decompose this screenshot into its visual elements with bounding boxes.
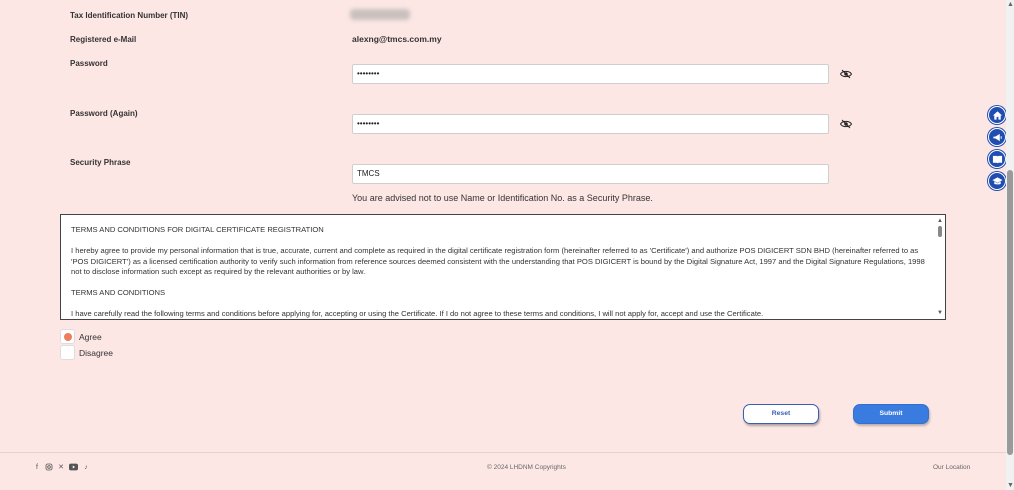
social-links bbox=[33, 463, 90, 471]
password-again-label: Password (Again) bbox=[70, 109, 138, 118]
submit-button[interactable]: Submit bbox=[853, 404, 929, 424]
side-nav bbox=[988, 106, 1006, 190]
graduation-cap-icon[interactable] bbox=[988, 172, 1006, 190]
megaphone-icon[interactable] bbox=[988, 128, 1006, 146]
tiktok-icon[interactable]: ♪ bbox=[84, 463, 88, 471]
email-value: alexng@tmcs.com.my bbox=[352, 34, 442, 44]
page-scroll-thumb[interactable] bbox=[1007, 170, 1013, 455]
reset-button[interactable]: Reset bbox=[743, 404, 819, 424]
book-icon[interactable] bbox=[988, 150, 1006, 168]
our-location-link[interactable]: Our Location bbox=[933, 464, 971, 471]
scroll-down-arrow-icon[interactable]: ▼ bbox=[1007, 482, 1014, 489]
agree-label: Agree bbox=[79, 331, 102, 342]
terms-heading: TERMS AND CONDITIONS FOR DIGITAL CERTIFICATE REGISTRATION bbox=[71, 225, 324, 234]
email-label: Registered e-Mail bbox=[70, 35, 137, 44]
terms-box[interactable] bbox=[60, 214, 946, 320]
scroll-up-arrow-icon[interactable]: ▲ bbox=[937, 218, 943, 224]
disagree-label: Disagree bbox=[79, 347, 114, 358]
disagree-radio[interactable] bbox=[60, 345, 75, 360]
tin-label: Tax Identification Number (TIN) bbox=[70, 11, 189, 20]
security-phrase-field[interactable]: TMCS bbox=[352, 164, 829, 184]
home-icon[interactable] bbox=[988, 106, 1006, 124]
eye-icon[interactable] bbox=[840, 68, 852, 80]
agree-option[interactable] bbox=[60, 329, 102, 344]
scroll-down-arrow-icon[interactable]: ▼ bbox=[937, 309, 943, 316]
agree-radio[interactable] bbox=[60, 329, 75, 344]
password-field[interactable]: •••••••• bbox=[352, 64, 829, 84]
terms-paragraph: I have carefully read the following terms and conditions before applying for, accepting or using the Certificate. If I do not agree to these terms and conditions, I will not apply for, accept and use the Certificate. bbox=[71, 309, 764, 319]
youtube-icon[interactable] bbox=[69, 463, 78, 471]
terms-paragraph: I hereby agree to provide my personal information that is true, accurate, current and complete as required in the digital certificate registration form (hereinafter referred to as 'Certificate') and authorize POS DIGICERT SDN BHD (hereinafter referred to as 'POS DIGICERT') as a licensed certification authority to verify such information from reference sources deemed consistent with the understanding that POS DIGICERT is bound by the Digital Signature Act, 1997 and the Digital Signature Regulations, 1998 not to disclose information such except as required by the relevant authorities or by law. bbox=[71, 246, 925, 276]
scroll-up-arrow-icon[interactable]: ▲ bbox=[1007, 1, 1014, 8]
password-again-field[interactable]: •••••••• bbox=[352, 114, 829, 134]
eye-icon[interactable] bbox=[840, 118, 852, 130]
copyright-text: © 2024 LHDNM Copyrights bbox=[487, 464, 566, 471]
facebook-icon[interactable]: f bbox=[36, 463, 38, 471]
tin-value-redacted bbox=[350, 9, 410, 20]
security-phrase-label: Security Phrase bbox=[70, 158, 131, 167]
scroll-thumb[interactable] bbox=[938, 226, 942, 237]
footer-divider bbox=[0, 452, 1006, 453]
security-phrase-hint: You are advised not to use Name or Identification No. as a Security Phrase. bbox=[352, 193, 653, 203]
password-label: Password bbox=[70, 59, 108, 68]
terms-subheading: TERMS AND CONDITIONS bbox=[71, 288, 166, 298]
instagram-icon[interactable] bbox=[45, 463, 53, 471]
x-icon[interactable]: ✕ bbox=[58, 464, 64, 471]
terms-scrollbar[interactable] bbox=[936, 216, 944, 318]
disagree-option[interactable] bbox=[60, 345, 113, 360]
page-scrollbar[interactable] bbox=[1006, 0, 1014, 490]
